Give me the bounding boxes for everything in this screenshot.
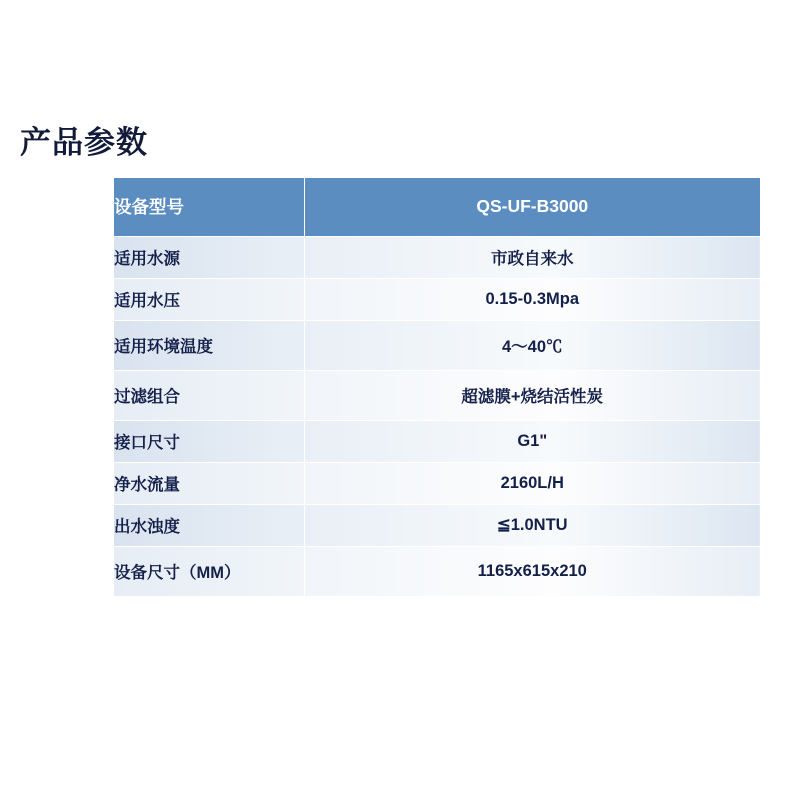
row-value: 0.15-0.3Mpa [304, 278, 760, 320]
table-body [114, 178, 760, 596]
product-parameters-table [114, 178, 760, 596]
row-value: 1165x615x210 [304, 546, 760, 596]
table-row [114, 420, 760, 462]
row-label: 过滤组合 [114, 370, 304, 420]
table-row [114, 320, 760, 370]
row-value: 超滤膜+烧结活性炭 [304, 370, 760, 420]
table-row [114, 370, 760, 420]
row-value: ≦1.0NTU [304, 504, 760, 546]
table-row [114, 504, 760, 546]
row-label: 适用水压 [114, 278, 304, 320]
table-row [114, 278, 760, 320]
table-row [114, 462, 760, 504]
row-label: 接口尺寸 [114, 420, 304, 462]
table-row [114, 236, 760, 278]
row-label: 适用环境温度 [114, 320, 304, 370]
page-title: 产品参数 [20, 125, 148, 160]
row-label: 出水浊度 [114, 504, 304, 546]
row-label: 设备尺寸（MM） [114, 546, 304, 596]
table-row [114, 546, 760, 596]
row-value: QS-UF-B3000 [304, 178, 760, 236]
row-value: 市政自来水 [304, 236, 760, 278]
row-label: 净水流量 [114, 462, 304, 504]
row-label: 设备型号 [114, 178, 304, 236]
row-value: G1" [304, 420, 760, 462]
table-row [114, 178, 760, 236]
row-value: 4～40℃ [304, 320, 760, 370]
row-value: 2160L/H [304, 462, 760, 504]
row-label: 适用水源 [114, 236, 304, 278]
